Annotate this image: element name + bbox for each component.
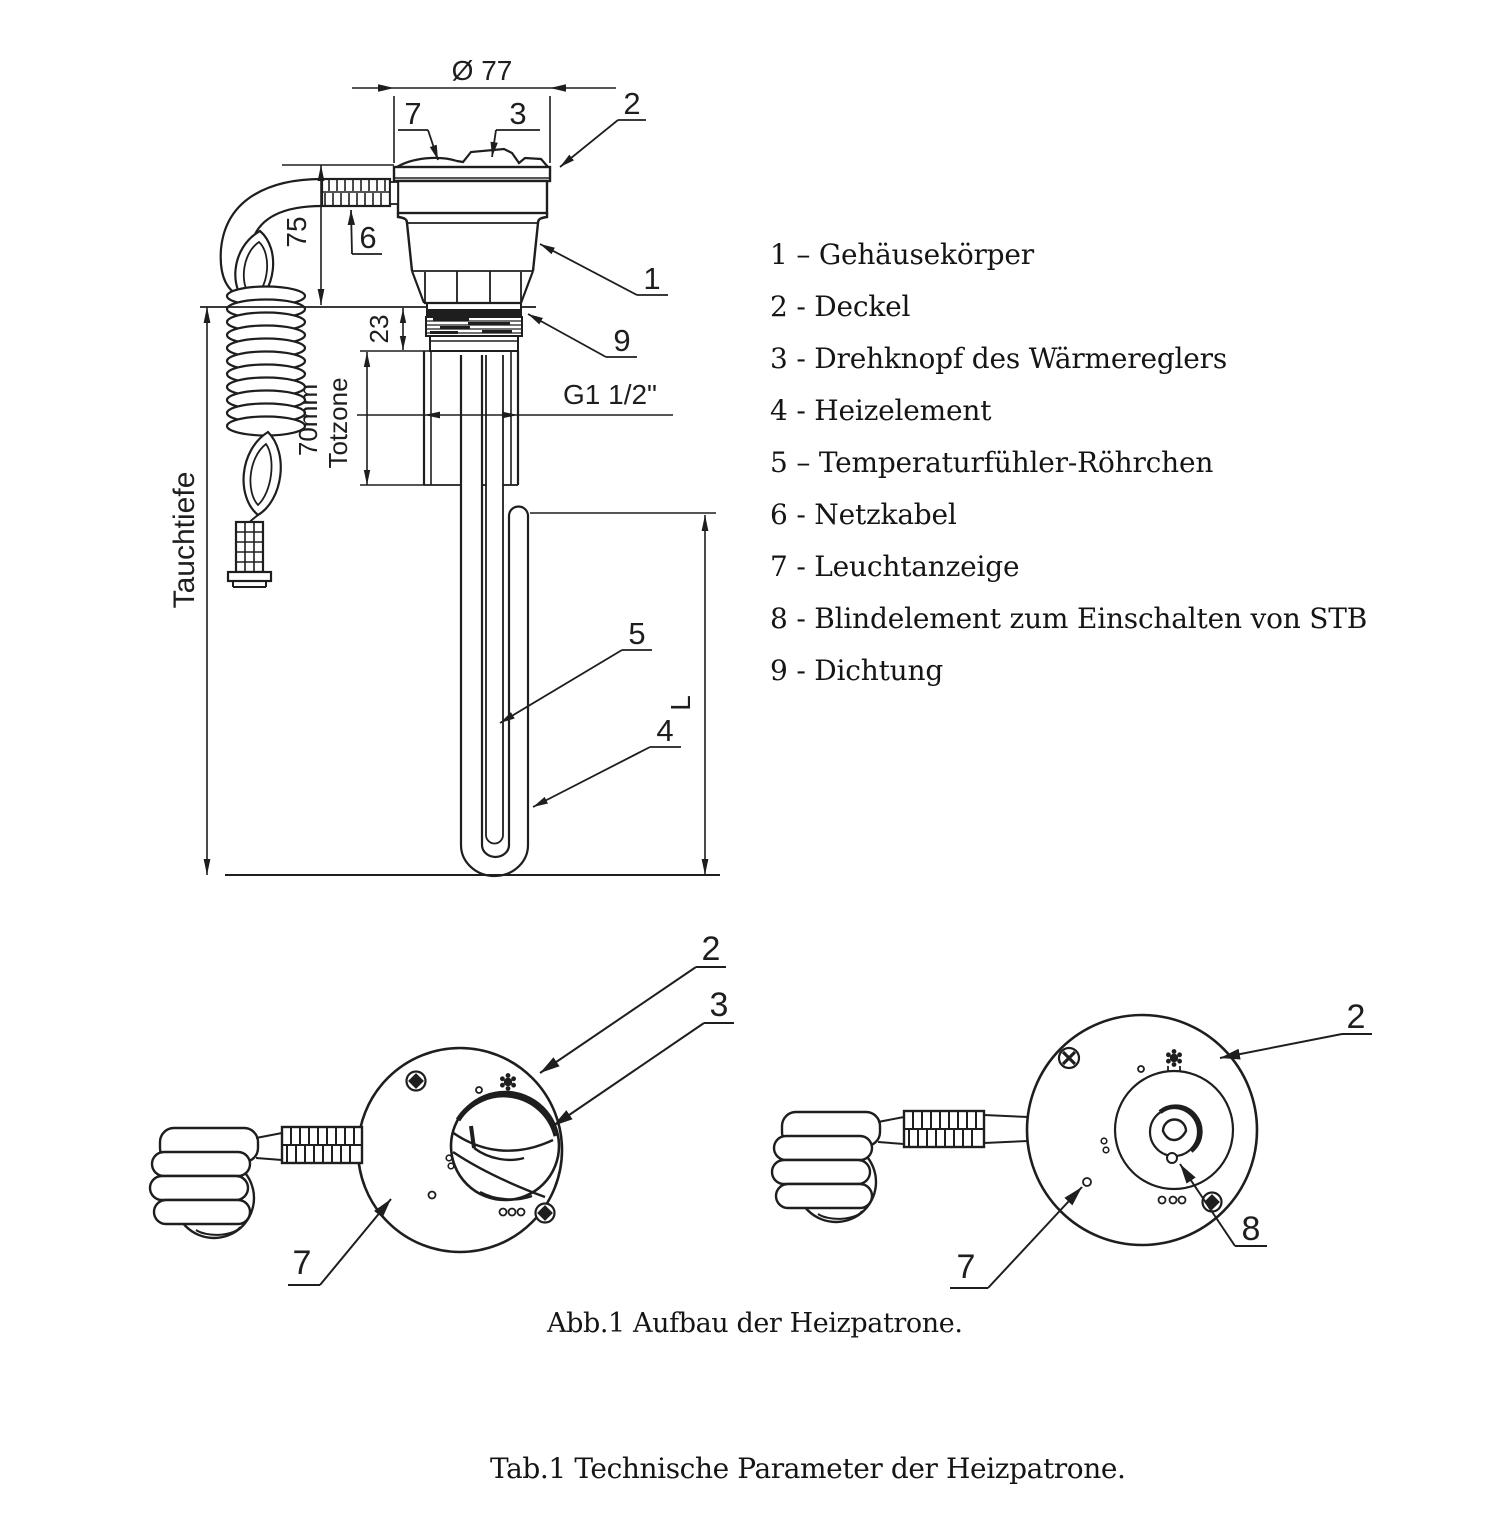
- screw-icon: [536, 1204, 555, 1223]
- thermostat-plug: [228, 522, 271, 587]
- parts-legend: [770, 229, 1367, 697]
- svg-text:3: 3: [509, 96, 527, 131]
- gasket-and-thread: [426, 309, 522, 351]
- plug-assembly-left: [150, 1127, 362, 1238]
- table-caption: Tab.1 Technische Parameter der Heizpatrone.: [490, 1452, 1126, 1485]
- callout-9-main: [528, 314, 637, 358]
- svg-text:2: 2: [1346, 998, 1366, 1036]
- svg-text:4: 4: [656, 713, 674, 748]
- legend-item: 5 – Temperaturfühler-Röhrchen: [770, 446, 1214, 479]
- immersion-depth-label: Tauchtiefe: [168, 471, 201, 609]
- svg-text:6: 6: [359, 220, 377, 255]
- dimension-immersion-depth: [168, 307, 210, 875]
- legend-item: 2 - Deckel: [770, 290, 911, 323]
- svg-text:2: 2: [701, 930, 721, 968]
- thread-size-value: G1 1/2": [563, 379, 657, 410]
- svg-text:2: 2: [623, 86, 641, 121]
- callout-7-view-a: [288, 1199, 391, 1285]
- callout-2-main: [560, 86, 646, 167]
- housing-head: [394, 149, 550, 309]
- stb-blind-element: [1167, 1153, 1177, 1163]
- callout-7-main: [398, 96, 438, 160]
- element-length-label: L: [665, 695, 696, 711]
- diameter-value: Ø 77: [451, 55, 513, 86]
- dimension-element-length: [665, 515, 708, 875]
- callout-6-main: [351, 210, 382, 255]
- legend-item: 3 - Drehknopf des Wärmereglers: [770, 342, 1228, 375]
- heating-element-tubes: [424, 351, 528, 876]
- svg-text:1: 1: [643, 261, 661, 296]
- screw-icon: [407, 1072, 426, 1091]
- front-view-without-knob: [772, 998, 1372, 1288]
- legend-item: 4 - Heizelement: [770, 394, 992, 427]
- dimension-diameter: [352, 55, 616, 163]
- main-section-view: [168, 55, 720, 876]
- dimension-thread-size: [357, 379, 673, 418]
- dead-zone-label: Totzone: [323, 377, 353, 469]
- svg-text:7: 7: [956, 1248, 976, 1286]
- svg-text:3: 3: [709, 986, 729, 1024]
- callout-3-view-a: [553, 986, 734, 1126]
- cable-gland: [322, 179, 398, 206]
- legend-item: 1 – Gehäusekörper: [770, 238, 1034, 271]
- front-view-with-knob: [150, 930, 734, 1285]
- callout-3-main: [492, 96, 540, 157]
- thread-height-value: 23: [364, 314, 394, 344]
- figure-caption: Abb.1 Aufbau der Heizpatrone.: [547, 1308, 963, 1339]
- cable-height-value: 75: [281, 216, 312, 248]
- callout-4-main: [533, 713, 681, 807]
- dead-zone-value: 70mm: [293, 383, 323, 457]
- svg-text:5: 5: [628, 616, 646, 651]
- legend-item: 8 - Blindelement zum Einschalten von STB: [770, 602, 1368, 635]
- screw-phillips-icon: [1059, 1048, 1079, 1068]
- svg-text:9: 9: [613, 323, 631, 358]
- dimension-75: [281, 165, 324, 305]
- plug-assembly-right: [772, 1111, 984, 1222]
- legend-item: 7 - Leuchtanzeige: [770, 550, 1020, 583]
- cable-lower-loop: [244, 432, 281, 523]
- callout-2-view-b: [1220, 998, 1372, 1058]
- callout-2-view-a: [540, 930, 726, 1073]
- legend-item: 6 - Netzkabel: [770, 498, 957, 531]
- dimension-23: [364, 308, 406, 350]
- callout-5-main: [500, 616, 652, 723]
- svg-text:7: 7: [292, 1244, 312, 1282]
- callout-1-main: [540, 244, 668, 296]
- svg-text:7: 7: [404, 96, 422, 131]
- thermostat-knob: [451, 1092, 559, 1200]
- legend-item: 9 - Dichtung: [770, 654, 944, 687]
- svg-text:8: 8: [1241, 1210, 1261, 1248]
